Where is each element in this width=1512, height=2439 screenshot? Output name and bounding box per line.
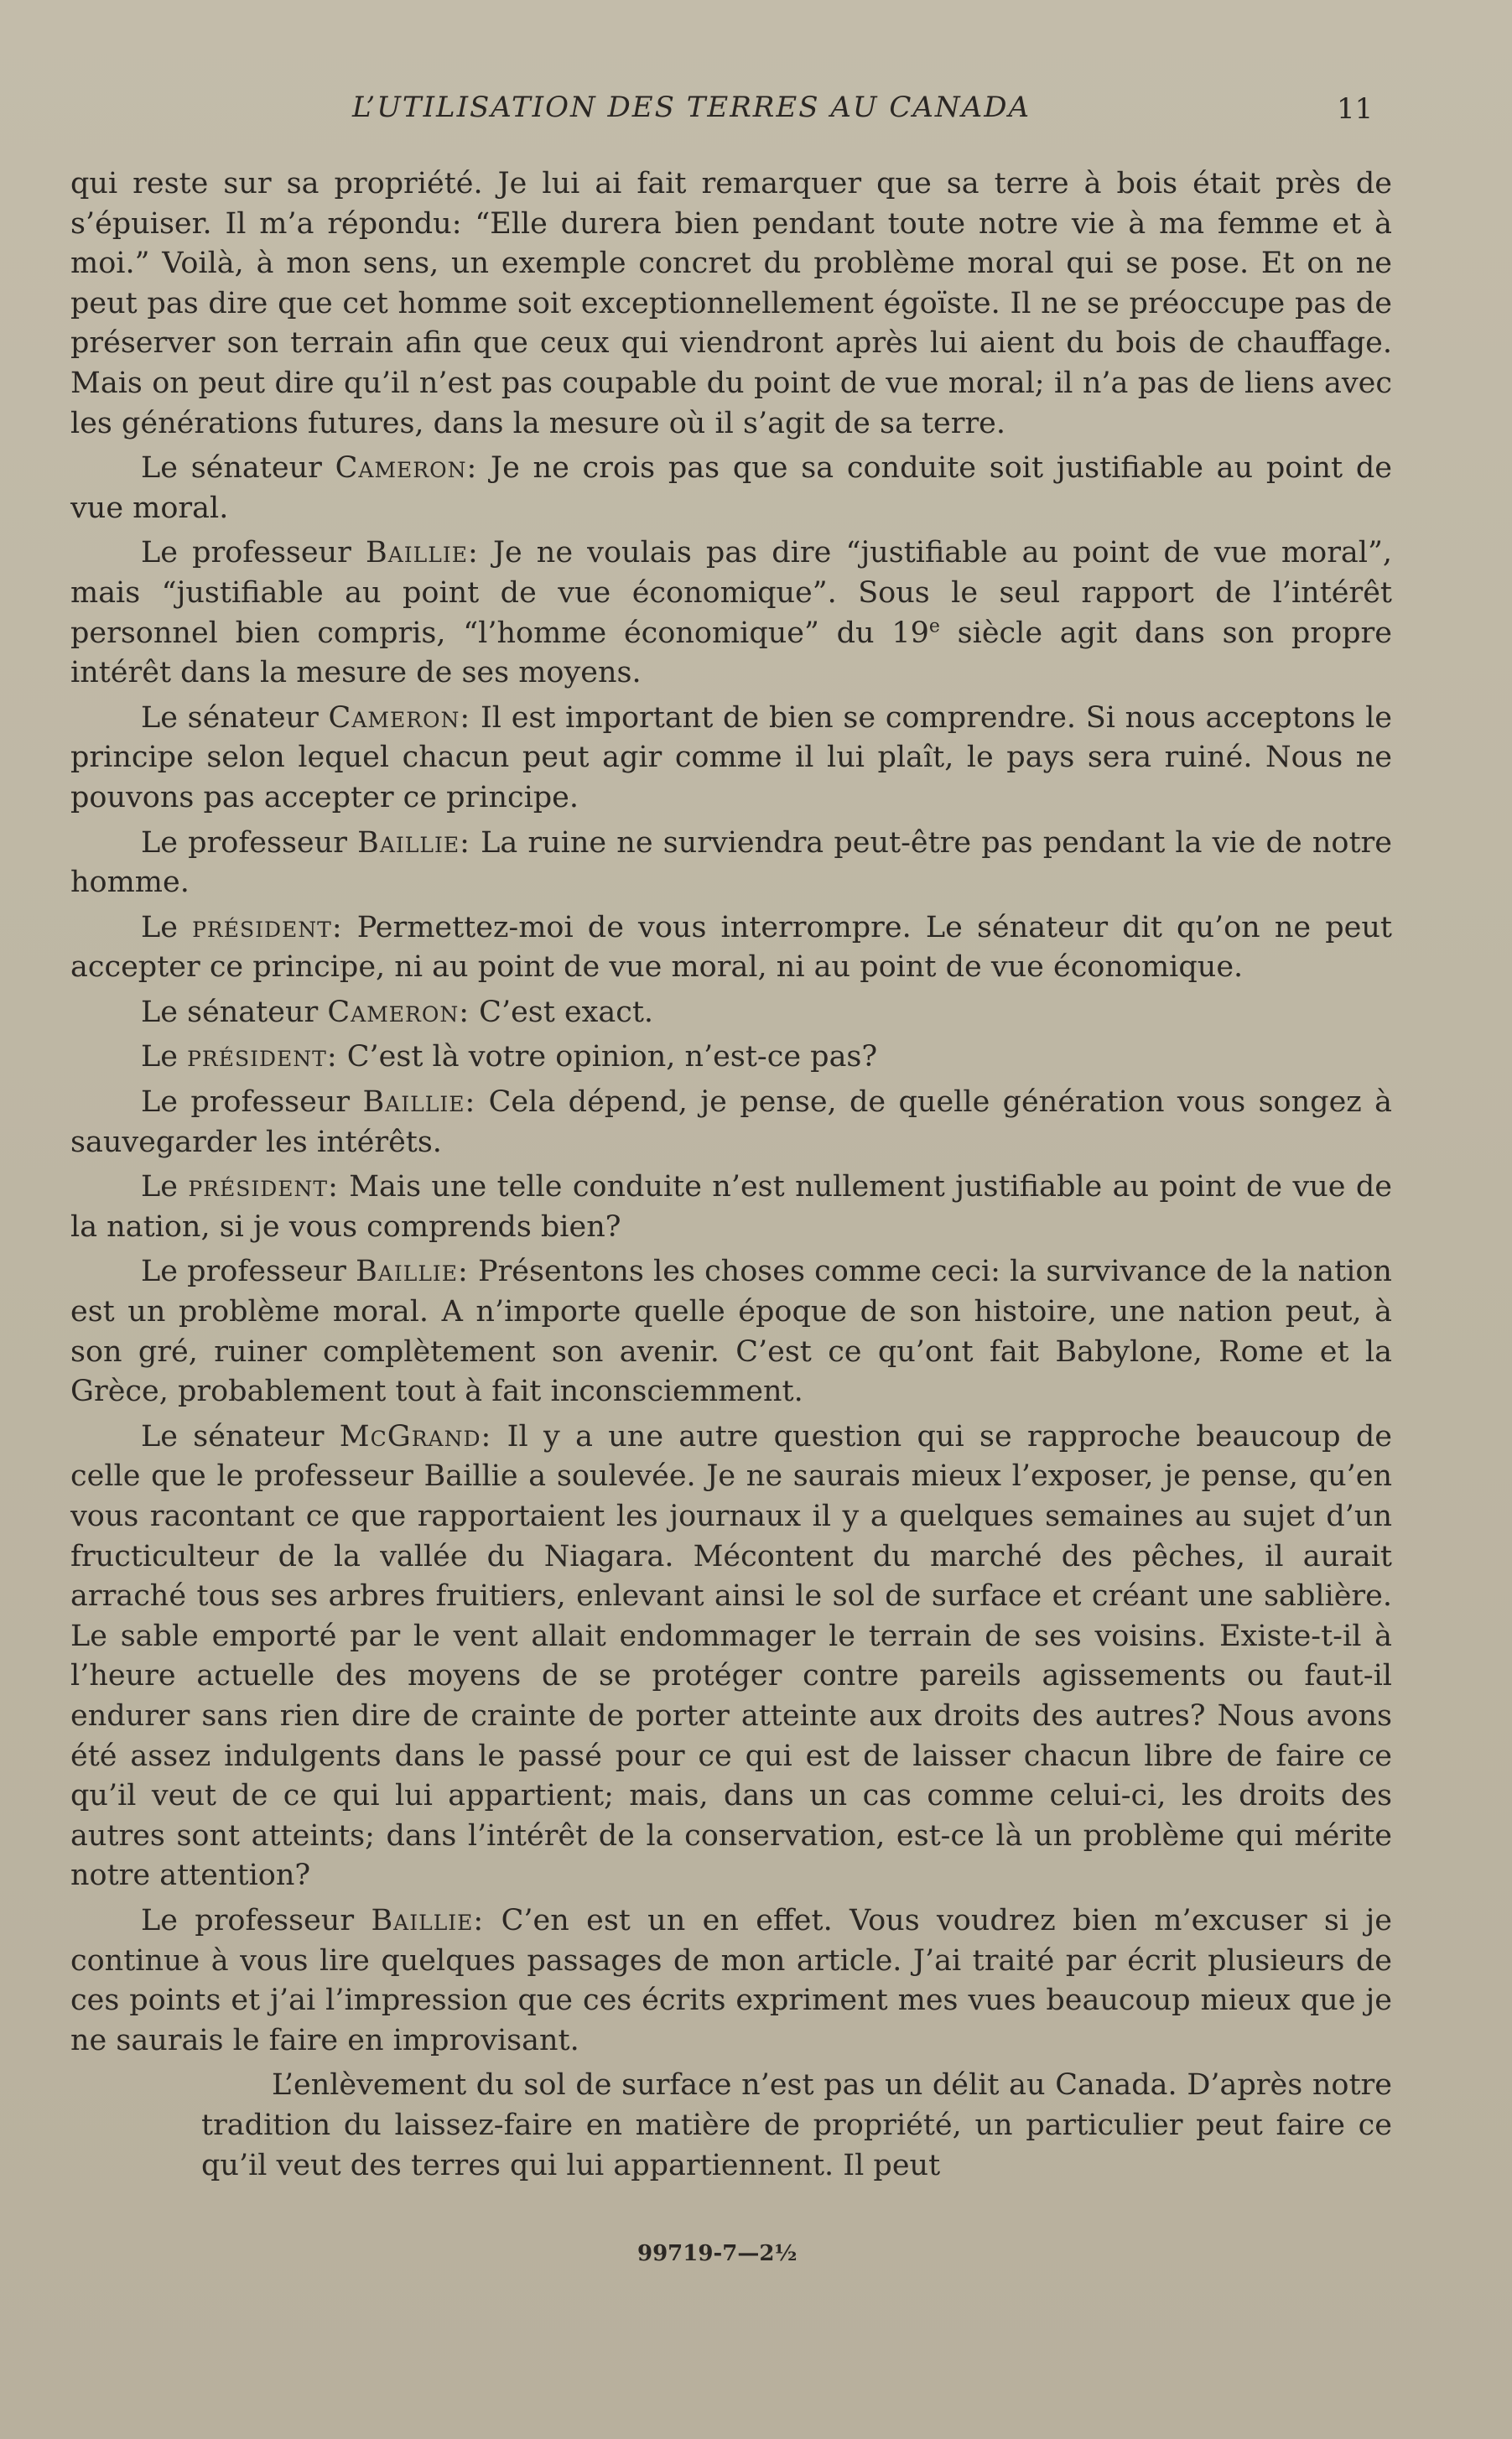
page-header xyxy=(0,91,1512,133)
speaker-name: Baillie: xyxy=(366,536,479,570)
paragraph: Le professeur Baillie: Présentons les choses comme ceci: la survivance de la nation est un problème moral. A n’importe quelle époque de son histoire, une nation peut, à son gré, ruiner complètement son avenir. C’est ce qu’ont fait Babylone, Rome et la Grèce, probablement tout à fait inconsciemment. xyxy=(70,1255,1392,1409)
running-title: L’UTILISATION DES TERRES AU CANADA xyxy=(352,91,1031,124)
paragraph: Le professeur Baillie: C’en est un en effet. Vous voudrez bien m’excuser si je continue à vous lire quelques passages de mon article. J’ai traité par écrit plusieurs de ces points et j’ai l’impression que ces écrits expriment mes vues beaucoup mieux que je ne saurais le faire en improvisant. xyxy=(70,1903,1392,2057)
printer-signature: 99719-7—2½ xyxy=(637,2241,798,2266)
paragraph: Le sénateur Cameron: C’est exact. xyxy=(141,995,654,1029)
speaker-name: Baillie: xyxy=(357,825,470,860)
speaker-name: Baillie: xyxy=(356,1255,469,1289)
speaker-name: Cameron: xyxy=(335,451,478,486)
speaker-name: Baillie: xyxy=(362,1085,476,1120)
paragraph: Le président: Permettez-moi de vous interrompre. Le sénateur dit qu’on ne peut accepter ce principe, ni au point de vue moral, ni au point de vue économique. xyxy=(70,910,1392,985)
speaker-name: Cameron: xyxy=(327,995,470,1029)
speaker-name: président: xyxy=(188,1170,339,1204)
speaker-name: président: xyxy=(192,910,343,944)
paragraph: Le professeur Baillie: La ruine ne surviendra peut-être pas pendant la vie de notre homme. xyxy=(70,825,1392,900)
paragraph: Le sénateur McGrand: Il y a une autre question qui se rapproche beaucoup de celle que le professeur Baillie a soulevée. Je ne saurais mieux l’exposer, je pense, qu’en vous racontant ce que rapportaient les journaux il y a quelques semaines au sujet d’un fructiculteur de la vallée du Niagara. Mécontent du marché des pêches, il aurait arraché tous ses arbres fruitiers, enlevant ainsi le sol de surface et créant une sablière. Le sable emporté par le vent allait endommager le terrain de ses voisins. Existe-t-il à l’heure actuelle des moyens de se protéger contre pareils agissements ou faut-il endurer sans rien dire de crainte de porter atteinte aux droits des autres? Nous avons été assez indulgents dans le passé pour ce qui est de laisser chacun libre de faire ce qu’il veut de ce qui lui appartient; mais, dans un cas comme celui-ci, les droits des autres sont atteints; dans l’intérêt de la conservation, est-ce là un problème qui mérite notre attention? xyxy=(70,1419,1392,1893)
page-body xyxy=(70,164,1392,2191)
speaker-name: président: xyxy=(187,1040,338,1074)
page-number: 11 xyxy=(1337,92,1374,126)
paragraph: Le président: Mais une telle conduite n’est nullement justifiable au point de vue de la nation, si je vous comprends bien? xyxy=(70,1170,1392,1244)
speaker-name: McGrand: xyxy=(339,1419,492,1454)
paragraph: Le président: C’est là votre opinion, n’est-ce pas? xyxy=(141,1040,878,1074)
paragraph: Le sénateur Cameron: Il est important de bien se comprendre. Si nous acceptons le principe selon lequel chacun peut agir comme il lui plaît, le pays sera ruiné. Nous ne pouvons pas accepter ce principe. xyxy=(70,700,1392,814)
speaker-name: Baillie: xyxy=(371,1903,485,1937)
paragraph: Le professeur Baillie: Je ne voulais pas dire “justifiable au point de vue moral”, mais “justifiable au point de vue économique”. Sous le seul rapport de l’intérêt personnel bien compris, “l’homme économique” du 19e siècle agit dans son propre intérêt dans la mesure de ses moyens. xyxy=(70,536,1392,690)
paragraph: Le professeur Baillie: Cela dépend, je pense, de quelle génération vous songez à sauvegarder les intérêts. xyxy=(70,1085,1392,1159)
speaker-name: Cameron: xyxy=(328,700,471,735)
paragraph: Le sénateur Cameron: Je ne crois pas que sa conduite soit justifiable au point de vue moral. xyxy=(70,451,1392,525)
block-quote xyxy=(70,2066,1392,2186)
quote-paragraph: L’enlèvement du sol de surface n’est pas un délit au Canada. D’après notre tradition du laissez-faire en matière de propriété, un particulier peut faire ce qu’il veut des terres qui lui appartiennent. Il peut xyxy=(201,2068,1392,2182)
paragraph: qui reste sur sa propriété. Je lui ai fait remarquer que sa terre à bois était près de s’épuiser. Il m’a répondu: “Elle durera bien pendant toute notre vie à ma femme et à moi.” Voilà, à mon sens, un exemple concret du problème moral qui se pose. Et on ne peut pas dire que cet homme soit exceptionnellement égoïste. Il ne se préoccupe pas de préserver son terrain afin que ceux qui viendront après lui aient du bois de chauffage. Mais on peut dire qu’il n’est pas coupable du point de vue moral; il n’a pas de liens avec les générations futures, dans la mesure où il s’agit de sa terre. xyxy=(70,167,1392,440)
